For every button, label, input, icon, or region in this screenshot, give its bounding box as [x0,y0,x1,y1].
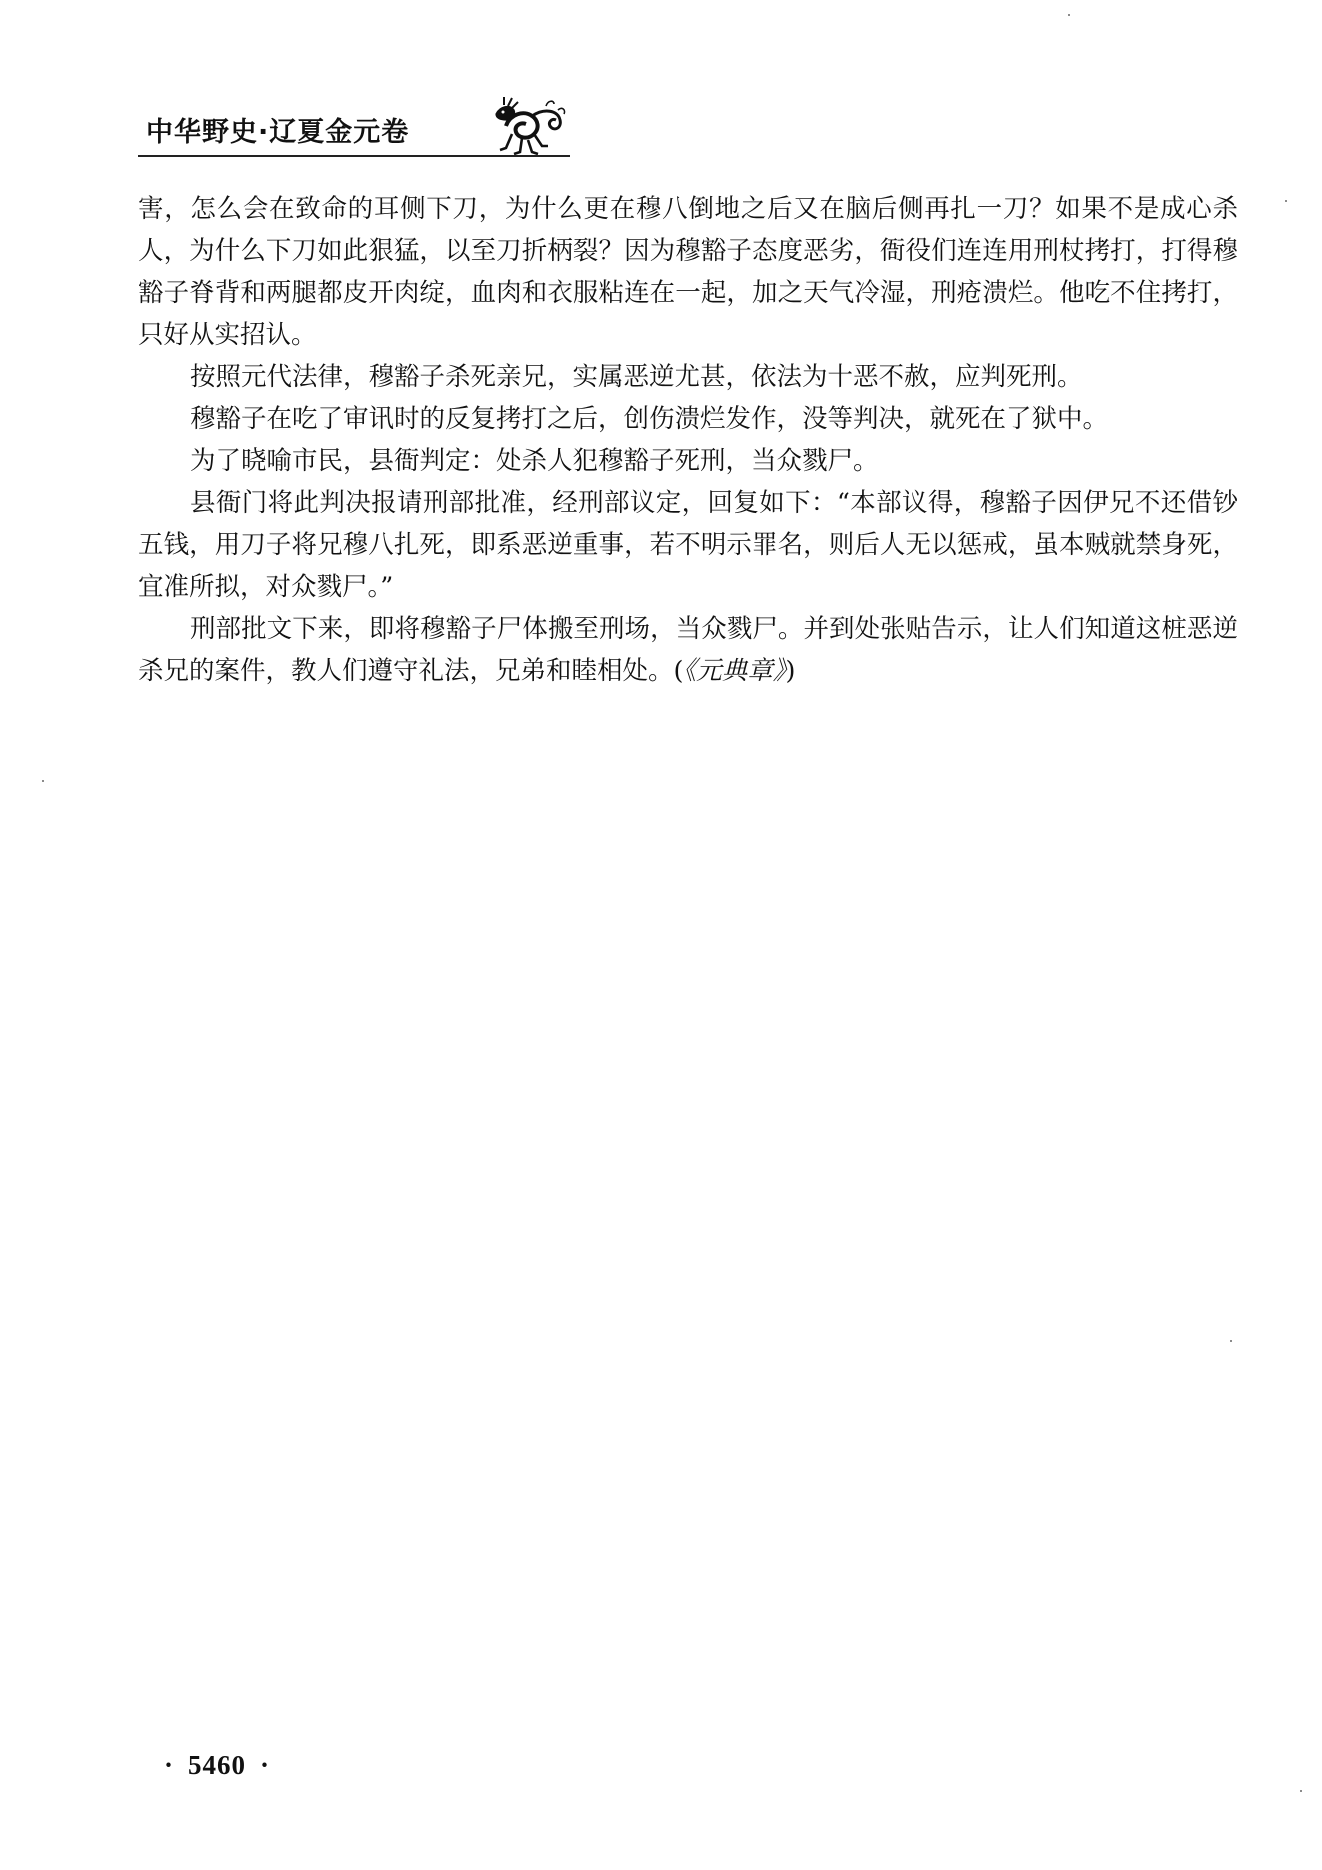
page-header [138,96,570,158]
article-body [138,188,1238,692]
paragraph-3: 穆豁子在吃了审讯时的反复拷打之后，创伤溃烂发作，没等判决，就死在了狱中。 [190,404,1109,434]
citation-closing: ) [785,656,796,686]
paragraph-1: 害，怎么会在致命的耳侧下刀，为什么更在穆八倒地之后又在脑后侧再扎一刀？如果不是成心杀人，为什么下刀如此狠猛，以至刀折柄裂？因为穆豁子态度恶劣，衙役们连连用刑杖拷打，打得穆豁子脊背和两腿都皮开肉绽，血肉和衣服粘连在一起，加之天气冷湿，刑疮溃烂。他吃不住拷打，只好从实招认。 [138,194,1238,350]
scan-speck [1300,1790,1302,1792]
scan-speck [1230,1340,1232,1342]
header-divider [138,155,570,157]
page-number-dot-right: · [260,1750,271,1780]
page-number-footer [150,1750,284,1781]
page-number: 5460 [188,1750,247,1780]
dragon-icon [488,96,566,156]
scan-speck [1068,14,1070,16]
source-citation: 《元典章》 [683,656,786,686]
paragraph-2: 按照元代法律，穆豁子杀死亲兄，实属恶逆尤甚，依法为十恶不赦，应判死刑。 [190,362,1083,392]
paragraph-5: 县衙门将此判决报请刑部批准，经刑部议定，回复如下：“本部议得，穆豁子因伊兄不还借钞五钱，用刀子将兄穆八扎死，即系恶逆重事，若不明示罪名，则后人无以惩戒，虽本贼就禁身死，宜准所拟，对众戮尸。” [138,488,1238,602]
paragraph-6-text: 刑部批文下来，即将穆豁子尸体搬至刑场，当众戮尸。并到处张贴告示，让人们知道这桩恶逆杀兄的案件，教人们遵守礼法，兄弟和睦相处。( [138,614,1238,686]
paragraph-6 [138,608,1238,692]
scan-speck [1285,200,1287,202]
page-number-dot-left: · [164,1750,175,1780]
scan-speck [42,780,44,782]
paragraph-4: 为了晓喻市民，县衙判定：处杀人犯穆豁子死刑，当众戮尸。 [190,446,879,476]
book-series-title: 中华野史·辽夏金元卷 [146,117,410,148]
